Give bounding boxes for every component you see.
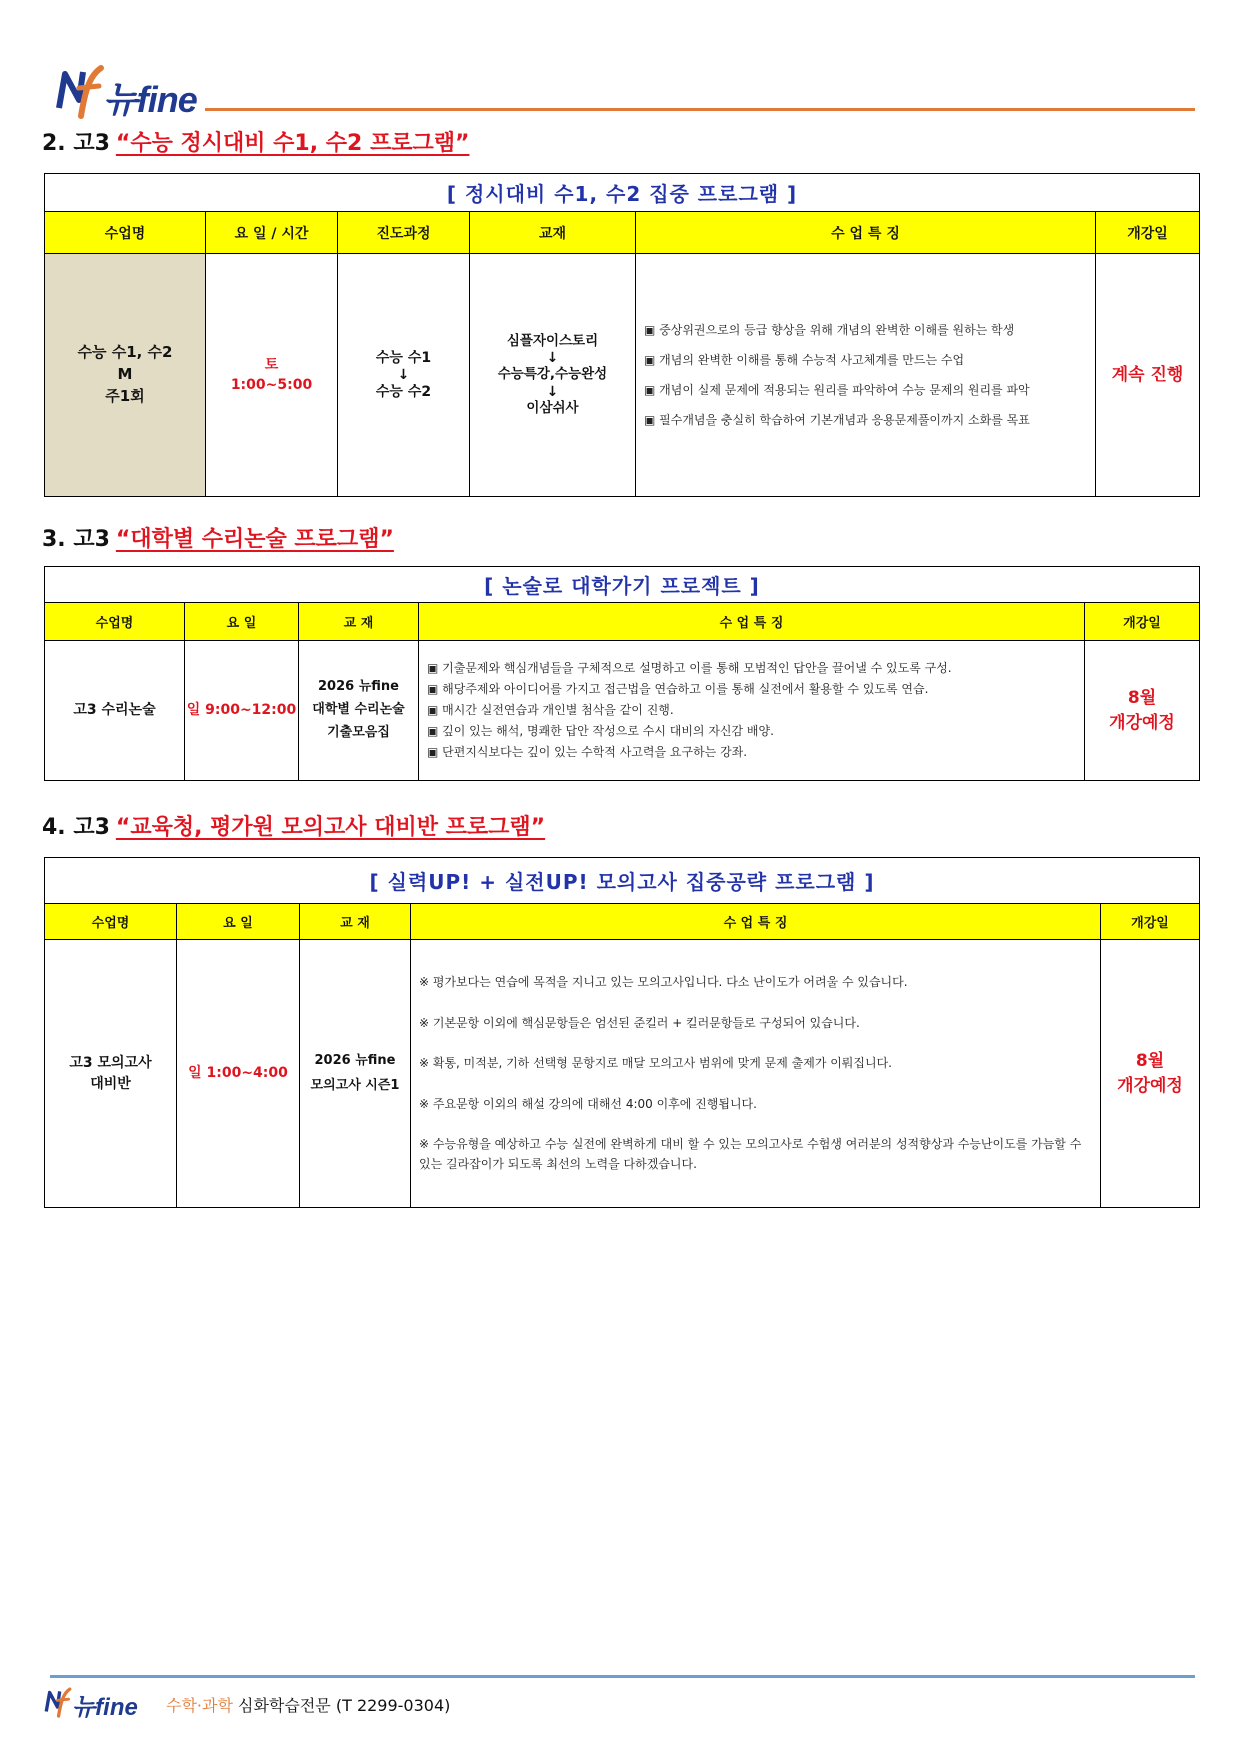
header-cell: 개강일 (1085, 603, 1200, 641)
nf-logo-icon (55, 62, 105, 120)
table-row (45, 254, 1200, 497)
section2-number: 2. 고3 (42, 131, 110, 156)
feature-item: ※ 수능유형을 예상하고 수능 실전에 완벽하게 대비 할 수 있는 모의고사로 수험생 여러분의 성적향상과 수능난이도를 가늠할 수 있는 길라잡이가 되도록 최선의 노력을 다하겠습니다. (419, 1136, 1082, 1172)
start-status: 개강예정 (1117, 1075, 1183, 1096)
book-cell (299, 641, 419, 781)
header-cell: 요 일 (177, 904, 300, 940)
class-name-cell: 고3 수리논술 (45, 641, 185, 781)
section3-number: 3. 고3 (42, 527, 110, 552)
section2-heading (42, 126, 469, 157)
features-cell (636, 254, 1096, 497)
header-cell: 진도과정 (338, 212, 470, 254)
class-name-cell (45, 254, 206, 497)
class-name-line: 수능 수1, 수2 (77, 343, 173, 362)
section2-title: “수능 정시대비 수1, 수2 프로그램” (115, 131, 470, 156)
feature-item: ▣ 기출문제와 핵심개념들을 구체적으로 설명하고 이를 통해 모범적인 답안을 끌어낼 수 있도록 구성. (427, 661, 952, 675)
section3-table (44, 566, 1200, 781)
section3-title: “대학별 수리논술 프로그램” (115, 527, 394, 552)
start-date-cell: 계속 진행 (1096, 254, 1200, 497)
class-name-line: M (117, 365, 133, 384)
feature-item: ▣ 개념이 실제 문제에 적용되는 원리를 파악하여 수능 문제의 원리를 파악 (644, 383, 1030, 397)
header-cell: 수업명 (45, 904, 177, 940)
header-cell: 요 일 (185, 603, 299, 641)
schedule-time: 1:00~5:00 (230, 377, 313, 393)
book-name: 이삼쉬사 (526, 399, 579, 416)
progress-step: 수능 수2 (375, 384, 432, 400)
start-month: 8월 (1127, 687, 1157, 708)
class-name-line: 주1회 (105, 386, 145, 405)
start-date-cell (1101, 940, 1200, 1208)
feature-item: ▣ 해당주제와 아이디어를 가지고 접근법을 연습하고 이를 통해 실전에서 활용할 수 있도록 연습. (427, 682, 929, 696)
feature-item: ▣ 개념의 완벽한 이해를 통해 수능적 사고체계를 만드는 수업 (644, 353, 965, 367)
footer-brand: 뉴fine (72, 1694, 138, 1721)
header-cell: 교 재 (299, 603, 419, 641)
section4-number: 4. 고3 (42, 815, 110, 840)
header-cell: 개강일 (1096, 212, 1200, 254)
section2-table (44, 173, 1200, 497)
section2-table-title: [ 정시대비 수1, 수2 집중 프로그램 ] (45, 174, 1200, 212)
table-row (45, 641, 1200, 781)
feature-item: ▣ 단편지식보다는 깊이 있는 수학적 사고력을 요구하는 강좌. (427, 745, 748, 759)
header-cell: 수업명 (45, 212, 206, 254)
brand-logo (55, 62, 225, 120)
table-row (45, 940, 1200, 1208)
book-name: 모의고사 시즌1 (310, 1077, 400, 1093)
schedule-cell: 일 9:00~12:00 (185, 641, 299, 781)
schedule-day: 토 (264, 356, 279, 373)
start-date-cell (1085, 641, 1200, 781)
footer-subject: 수학·과학 (166, 1696, 233, 1715)
features-cell (419, 641, 1085, 781)
book-name: 심플자이스토리 (506, 332, 599, 349)
footer-contact: 심화학습전문 (T 2299-0304) (238, 1696, 451, 1715)
header-cell: 수 업 특 징 (419, 603, 1085, 641)
class-name-line: 대비반 (90, 1075, 131, 1092)
header-cell: 수 업 특 징 (411, 904, 1101, 940)
feature-item: ▣ 중상위권으로의 등급 향상을 위해 개념의 완벽한 이해를 원하는 학생 (644, 323, 1015, 337)
book-name: 수능특강,수능완성 (497, 366, 608, 383)
book-cell (300, 940, 411, 1208)
book-name: 2026 뉴fine (314, 1052, 396, 1068)
schedule-cell (206, 254, 338, 497)
section4-heading (42, 810, 545, 841)
feature-item: ※ 주요문항 이외의 해설 강의에 대해선 4:00 이후에 진행됩니다. (419, 1096, 757, 1111)
book-name: 2026 뉴fine (318, 679, 399, 695)
down-arrow-icon: ↓ (397, 367, 410, 383)
feature-item: ※ 확통, 미적분, 기하 선택형 문항지로 매달 모의고사 범위에 맞게 문제 출제가 이뤄집니다. (419, 1056, 892, 1071)
book-cell (470, 254, 636, 497)
section3-heading (42, 522, 394, 553)
feature-item: ※ 평가보다는 연습에 목적을 지니고 있는 모의고사입니다. 다소 난이도가 어려울 수 있습니다. (419, 975, 908, 990)
header-cell: 수 업 특 징 (636, 212, 1096, 254)
footer (44, 1685, 644, 1721)
feature-item: ※ 기본문항 이외에 핵심문항들은 엄선된 준킬러 + 킬러문항들로 구성되어 있습니다. (419, 1015, 860, 1030)
brand-name: 뉴fine (103, 79, 197, 120)
book-name: 대학별 수리논술 (312, 702, 405, 718)
schedule-cell: 일 1:00~4:00 (177, 940, 300, 1208)
header-cell: 요 일 / 시간 (206, 212, 338, 254)
section4-table-title: [ 실력UP! + 실전UP! 모의고사 집중공략 프로그램 ] (45, 858, 1200, 904)
progress-step: 수능 수1 (375, 349, 432, 366)
section4-title: “교육청, 평가원 모의고사 대비반 프로그램” (115, 815, 546, 840)
progress-cell (338, 254, 470, 497)
class-name-cell (45, 940, 177, 1208)
feature-item: ▣ 깊이 있는 해석, 명쾌한 답안 작성으로 수시 대비의 자신감 배양. (427, 724, 774, 738)
down-arrow-icon: ↓ (546, 383, 559, 400)
class-name-line: 고3 모의고사 (69, 1055, 152, 1072)
header-cell: 개강일 (1101, 904, 1200, 940)
header-cell: 수업명 (45, 603, 185, 641)
features-cell (411, 940, 1101, 1208)
down-arrow-icon: ↓ (546, 350, 559, 367)
section4-table (44, 857, 1200, 1208)
book-name: 기출모음집 (327, 724, 390, 740)
section3-table-title: [ 논술로 대학가기 프로젝트 ] (45, 567, 1200, 603)
feature-item: ▣ 매시간 실전연습과 개인별 첨삭을 같이 진행. (427, 703, 674, 717)
feature-item: ▣ 필수개념을 충실히 학습하여 기본개념과 응용문제풀이까지 소화를 목표 (644, 413, 1030, 427)
header-cell: 교재 (470, 212, 636, 254)
nf-logo-icon (44, 1685, 72, 1719)
header-cell: 교 재 (300, 904, 411, 940)
start-status: 개강예정 (1109, 712, 1175, 733)
start-month: 8월 (1135, 1050, 1165, 1071)
footer-text (166, 1693, 450, 1716)
header-divider (205, 108, 1195, 111)
footer-divider (50, 1675, 1195, 1678)
